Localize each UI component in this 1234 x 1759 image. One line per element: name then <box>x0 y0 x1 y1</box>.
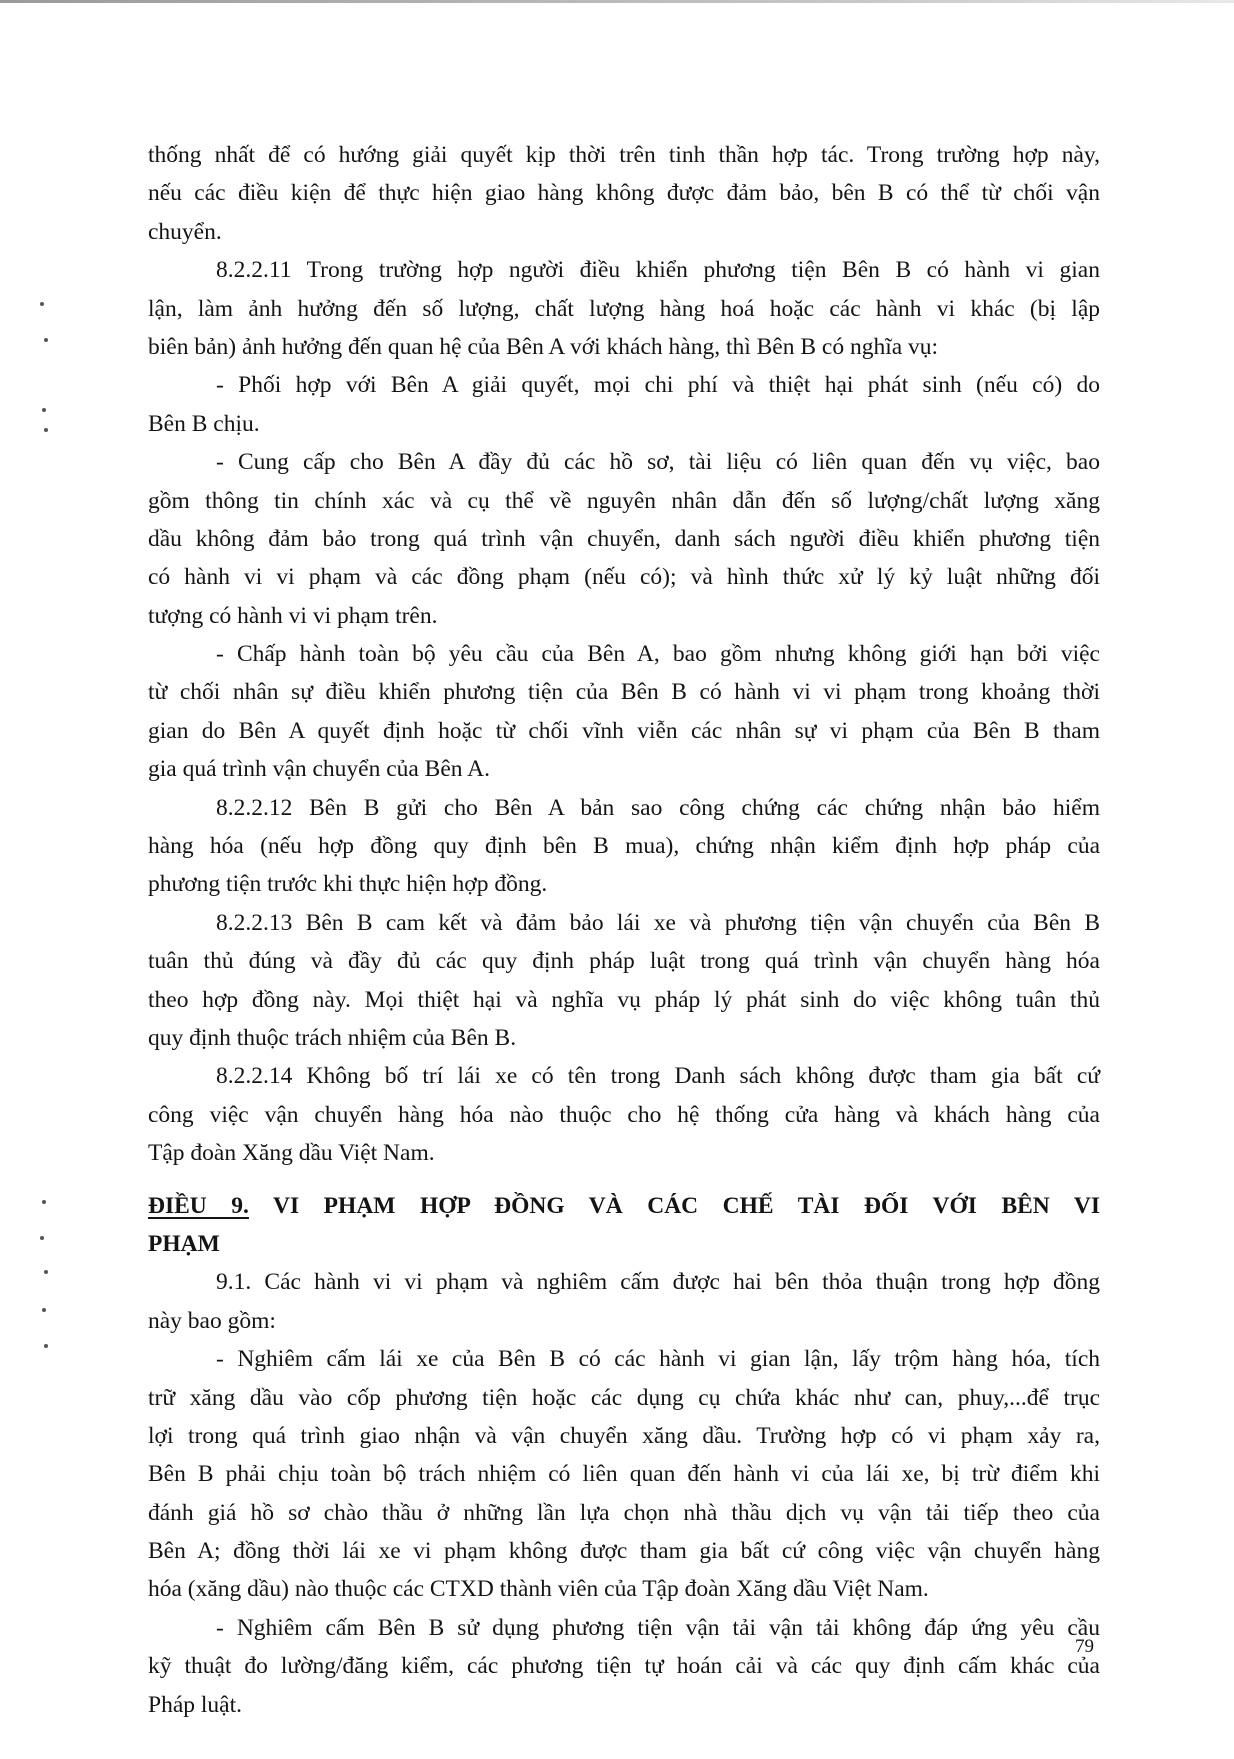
text-line: tượng có hành vi vi phạm trên. <box>148 602 438 629</box>
text-line: - Chấp hành toàn bộ yêu cầu của Bên A, bao gồm nhưng không giới hạn bởi việc <box>216 641 1100 668</box>
text-line: gian do Bên A quyết định hoặc từ chối vĩnh viễn các nhân sự vi phạm của Bên B tham <box>148 717 1100 744</box>
text-line: này bao gồm: <box>148 1307 276 1334</box>
text-line: phương tiện trước khi thực hiện hợp đồng. <box>148 871 548 898</box>
text-line: Bên B chịu. <box>148 410 260 437</box>
text-line: từ chối nhân sự điều khiển phương tiện của Bên B có hành vi vi phạm trong khoảng thời <box>148 679 1100 706</box>
text-line: lận, làm ảnh hưởng đến số lượng, chất lượng hàng hoá hoặc các hành vi khác (bị lập <box>148 295 1100 322</box>
text-line: gia quá trình vận chuyển của Bên A. <box>148 756 490 783</box>
text-line: - Nghiêm cấm lái xe của Bên B có các hành vi gian lận, lấy trộm hàng hóa, tích <box>216 1346 1100 1373</box>
page-number: 79 <box>1075 1636 1094 1657</box>
margin-dot <box>44 1344 48 1348</box>
text-line: 8.2.2.12 Bên B gửi cho Bên A bản sao công chứng các chứng nhận bảo hiểm <box>216 794 1100 821</box>
text-line: - Cung cấp cho Bên A đầy đủ các hồ sơ, tài liệu có liên quan đến vụ việc, bao <box>216 449 1100 476</box>
text-line: thống nhất để có hướng giải quyết kịp thời trên tinh thần hợp tác. Trong trường hợp này, <box>148 142 1100 168</box>
text-line: lợi trong quá trình giao nhận và vận chuyển xăng dầu. Trường hợp có vi phạm xảy ra, <box>148 1422 1100 1449</box>
margin-dot <box>44 1270 48 1274</box>
text-line: tuân thủ đúng và đầy đủ các quy định pháp luật trong quá trình vận chuyển hàng hóa <box>148 948 1100 975</box>
margin-dot <box>44 338 48 342</box>
text-line: Bên B phải chịu toàn bộ trách nhiệm có liên quan đến hành vi của lái xe, bị trừ điểm khi <box>148 1461 1100 1488</box>
text-line: kỹ thuật đo lường/đăng kiểm, các phương tiện tự hoán cải và các quy định cấm khác của <box>148 1653 1100 1680</box>
text-line: quy định thuộc trách nhiệm của Bên B. <box>148 1024 517 1051</box>
article-9-title-continued: PHẠM <box>148 1230 220 1257</box>
text-line: 8.2.2.11 Trong trường hợp người điều khiển phương tiện Bên B có hành vi gian <box>216 257 1100 284</box>
text-line: trữ xăng dầu vào cốp phương tiện hoặc các dụng cụ chứa khác như can, phuy,...để trục <box>148 1384 1100 1411</box>
article-9-label: ĐIỀU 9. <box>148 1192 249 1219</box>
text-line: 8.2.2.13 Bên B cam kết và đảm bảo lái xe và phương tiện vận chuyển của Bên B <box>216 909 1100 936</box>
text-line: biên bản) ảnh hưởng đến quan hệ của Bên A với khách hàng, thì Bên B có nghĩa vụ: <box>148 333 939 360</box>
text-line: gồm thông tin chính xác và cụ thể về nguyên nhân dẫn đến số lượng/chất lượng xăng <box>148 487 1100 514</box>
margin-dot <box>40 1236 44 1240</box>
text-line: theo hợp đồng này. Mọi thiệt hại và nghĩa vụ pháp lý phát sinh do việc không tuân thủ <box>148 986 1100 1013</box>
text-line: có hành vi vi phạm và các đồng phạm (nếu có); và hình thức xử lý kỷ luật những đối <box>148 564 1100 591</box>
text-line: chuyển. <box>148 218 222 245</box>
article-9-title: VI PHẠM HỢP ĐỒNG VÀ CÁC CHẾ TÀI ĐỐI VỚI BÊN VI <box>273 1192 1100 1219</box>
text-line: 9.1. Các hành vi vi phạm và nghiêm cấm được hai bên thỏa thuận trong hợp đồng <box>216 1269 1100 1296</box>
margin-dot <box>42 1200 46 1204</box>
article-9-heading <box>148 1187 1100 1225</box>
page-body <box>148 136 1100 1724</box>
text-line: dầu không đảm bảo trong quá trình vận chuyển, danh sách người điều khiển phương tiện <box>148 525 1100 552</box>
text-line: 8.2.2.14 Không bố trí lái xe có tên trong Danh sách không được tham gia bất cứ <box>216 1063 1100 1090</box>
text-line: hóa (xăng dầu) nào thuộc các CTXD thành viên của Tập đoàn Xăng dầu Việt Nam. <box>148 1576 929 1603</box>
text-line: nếu các điều kiện để thực hiện giao hàng không được đảm bảo, bên B có thể từ chối vận <box>148 180 1100 207</box>
text-line: - Nghiêm cấm Bên B sử dụng phương tiện vận tải vận tải không đáp ứng yêu cầu <box>216 1614 1100 1641</box>
text-line: hàng hóa (nếu hợp đồng quy định bên B mua), chứng nhận kiểm định hợp pháp của <box>148 833 1100 860</box>
margin-dot <box>42 1308 46 1312</box>
text-line: - Phối hợp với Bên A giải quyết, mọi chi phí và thiệt hại phát sinh (nếu có) do <box>216 372 1100 399</box>
text-line: đánh giá hồ sơ chào thầu ở những lần lựa chọn nhà thầu dịch vụ vận tải tiếp theo của <box>148 1499 1100 1526</box>
text-line: công việc vận chuyển hàng hóa nào thuộc cho hệ thống cửa hàng và khách hàng của <box>148 1101 1100 1128</box>
margin-dot <box>44 428 48 432</box>
text-line: Pháp luật. <box>148 1691 242 1718</box>
text-line: Tập đoàn Xăng dầu Việt Nam. <box>148 1140 435 1167</box>
article-9-body <box>148 1263 1100 1724</box>
scan-top-edge <box>0 0 1234 3</box>
margin-dot <box>42 408 46 412</box>
margin-dot <box>40 302 44 306</box>
text-line: Bên A; đồng thời lái xe vi phạm không được tham gia bất cứ công việc vận chuyển hàng <box>148 1538 1100 1565</box>
section-8-continuation <box>148 136 1100 1173</box>
